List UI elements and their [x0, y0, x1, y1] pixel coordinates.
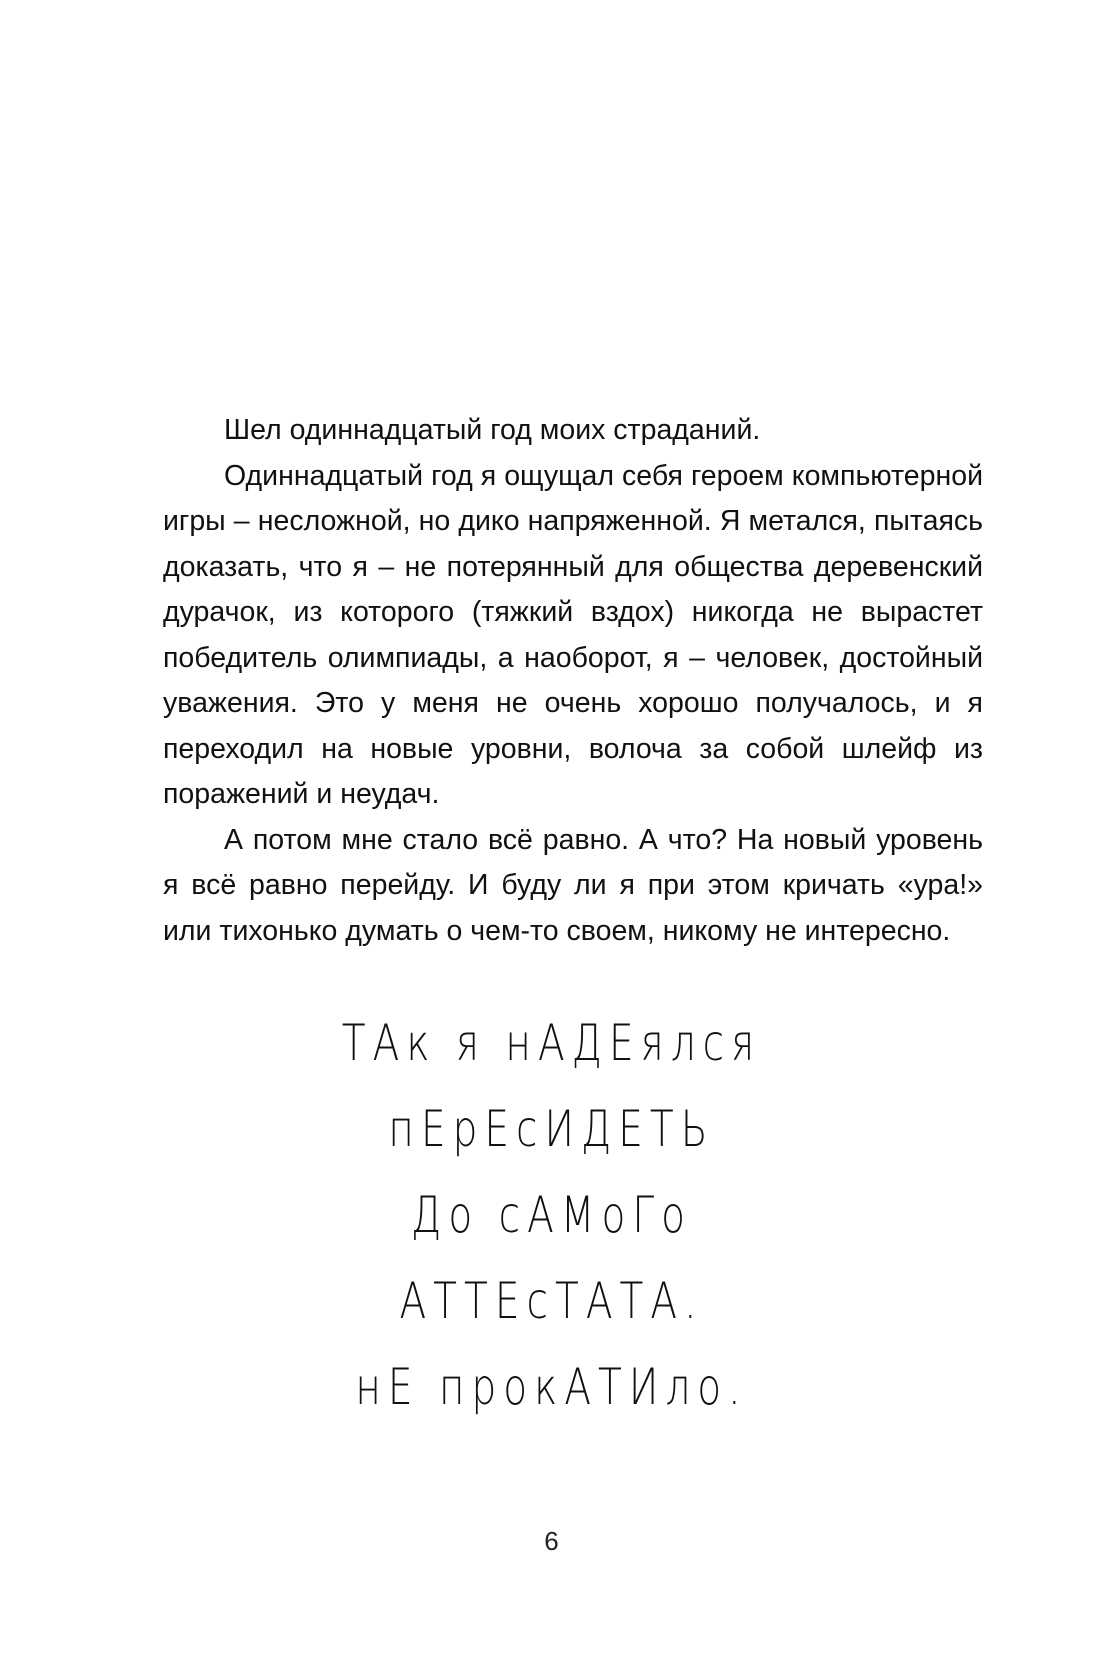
display-line-1: ТАк я нАДЕялся	[341, 1014, 762, 1072]
paragraph-3: А потом мне стало всё равно. А что? На новый уровень я всё равно перейду. И буду ли я при этом кричать «ура!» или тихонько думать о чем-то своем, никому не интересно.	[163, 823, 983, 947]
display-line-3: До сАМоГо	[411, 1186, 692, 1244]
display-line-2: пЕрЕсИДЕТЬ	[388, 1100, 715, 1158]
paragraph-2: Одиннадцатый год я ощущал себя героем компьютерной игры – несложной, но дико напряженной. Я метался, пытаясь доказать, что я – не потерянный для общества деревенский дурачок, из которого (тяжкий вздох) никогда не вырастет победитель олимпиады, а наоборот, я – человек, достойный уважения. Это у меня не очень хорошо получалось, и я переходил на новые уровни, волоча за собой шлейф из поражений и неудач.	[163, 459, 983, 810]
paragraph-1: Шел одиннадцатый год моих страданий.	[224, 414, 761, 446]
body-text	[163, 408, 983, 954]
display-line-5: нЕ прокАТИло.	[355, 1358, 748, 1416]
page-number: 6	[544, 1526, 559, 1556]
display-line-4: АТТЕсТАТА.	[399, 1272, 704, 1330]
display-quote	[0, 1000, 1103, 1430]
